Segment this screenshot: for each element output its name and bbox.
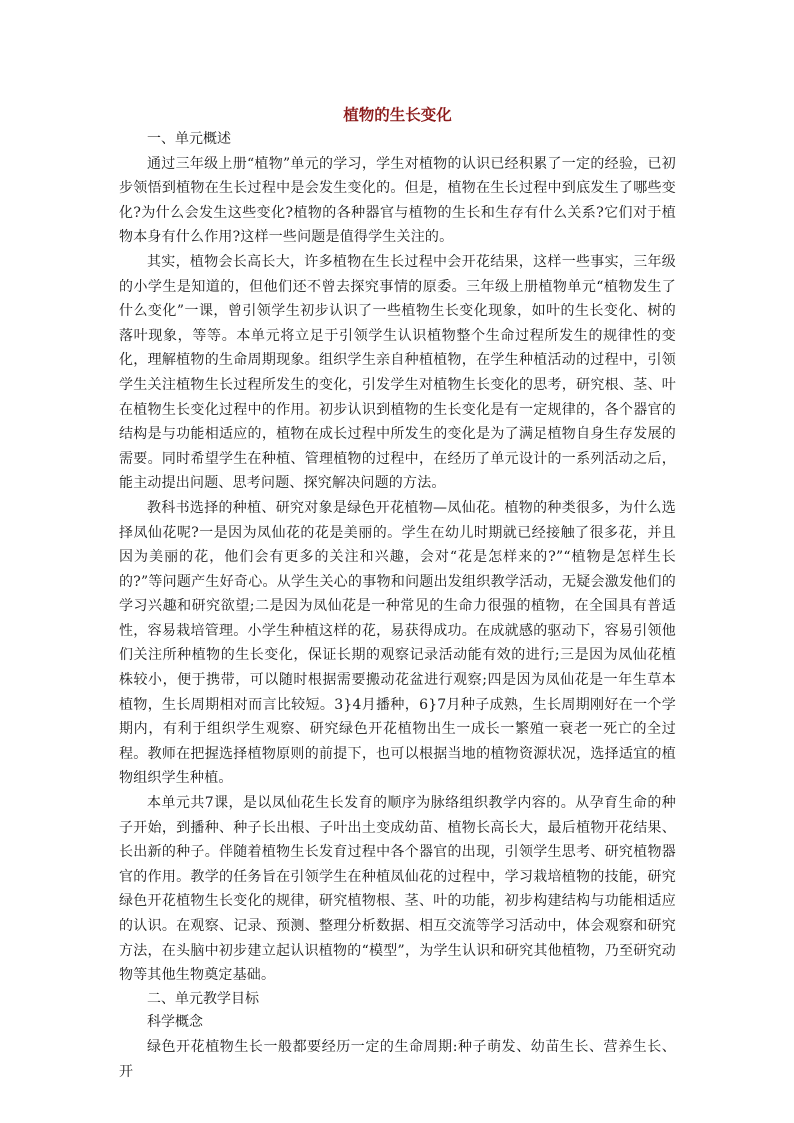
document-title: 植物的生长变化 <box>343 105 452 124</box>
section-heading-overview: 一、单元概述 <box>147 131 231 147</box>
subheading-science-concepts: 科学概念 <box>147 1014 203 1031</box>
section-heading-objectives: 二、单元教学目标 <box>147 990 259 1007</box>
document-body <box>119 102 676 1084</box>
paragraph-overview-intro: 通过三年级上册“植物”单元的学习，学生对植物的认识已经积累了一定的经验，已初步领悟到植物在生长过程中是会发生变化的。但是，植物在生长过程中到底发生了哪些变化?为什么会发生这些变化?植物的各种器官与植物的生长和生存有什么关系?它们对于植物本身有什么作用?这样一些问题是值得学生关注的。 <box>119 155 676 246</box>
paragraph-overview-lesson-structure: 本单元共7课，是以凤仙花生长发育的顺序为脉络组织教学内容的。从孕育生命的种子开始，到播种、种子长出根、子叶出土变成幼苗、植物长高长大，最后植物开花结果、长出新的种子。伴随着植物生长发育过程中各个器官的出现，引领学生思考、研究植物器官的作用。教学的任务旨在引领学生在种植凤仙花的过程中，学习栽培植物的技能，研究绿色开花植物生长变化的规律，研究植物根、茎、叶的功能，初步构建结构与功能相适应的认识。在观察、记录、预测、整理分析数据、相互交流等学习活动中，体会观察和研究方法，在头脑中初步建立起认识植物的“模型”，为学生认识和研究其他植物，乃至研究动物等其他生物奠定基础。 <box>119 795 676 984</box>
paragraph-overview-unit-focus: 其实，植物会长高长大，许多植物在生长过程中会开花结果，这样一些事实，三年级的小学生是知道的，但他们还不曾去探究事情的原委。三年级上册植物单元“植物发生了什么变化”一课，曾引领学生初步认识了一些植物生长变化现象，如叶的生长变化、树的落叶现象，等等。本单元将立足于引领学生认识植物整个生命过程所发生的规律性的变化，理解植物的生命周期现象。组织学生亲自种植植物，在学生种植活动的过程中，引领学生关注植物生长过程所发生的变化，引发学生对植物生长变化的思考，研究根、茎、叶在植物生长变化过程中的作用。初步认识到植物的生长变化是有一定规律的，各个器官的结构是与功能相适应的，植物在成长过程中所发生的变化是为了满足植物自身生存发展的需要。同时希望学生在种植、管理植物的过程中，在经历了单元设计的一系列活动之后，能主动提出问题、思考问题、探究解决问题的方法。 <box>119 253 676 492</box>
paragraph-life-cycle: 绿色开花植物生长一般都要经历一定的生命周期:种子萌发、幼苗生长、营养生长、开 <box>119 1038 676 1080</box>
paragraph-overview-why-impatiens: 教科书选择的种植、研究对象是绿色开花植物—凤仙花。植物的种类很多，为什么选择凤仙花呢?一是因为凤仙花的花是美丽的。学生在幼儿时期就已经接触了很多花，并且因为美丽的花，他们会有更多的关注和兴趣，会对“花是怎样来的?”“植物是怎样生长的?”等问题产生好奇心。从学生关心的事物和问题出发组织教学活动，无疑会激发他们的学习兴趣和研究欲望;二是因为凤仙花是一种常见的生命力很强的植物，在全国具有普适性，容易栽培管理。小学生种植这样的花，易获得成功。在成就感的驱动下，容易引领他们关注所种植物的生长变化，保证长期的观察记录活动能有效的进行;三是因为凤仙花植株较小，便于携带，可以随时根据需要搬动花盆进行观察;四是因为凤仙花是一年生草本植物，生长周期相对而言比较短。3}4月播种，6}7月种子成熟，生长周期刚好在一个学期内，有利于组织学生观察、研究绿色开花植物出生一成长一繁殖一衰老一死亡的全过程。教师在把握选择植物原则的前提下，也可以根据当地的植物资源状况，选择适宜的植物组织学生种植。 <box>119 499 676 787</box>
